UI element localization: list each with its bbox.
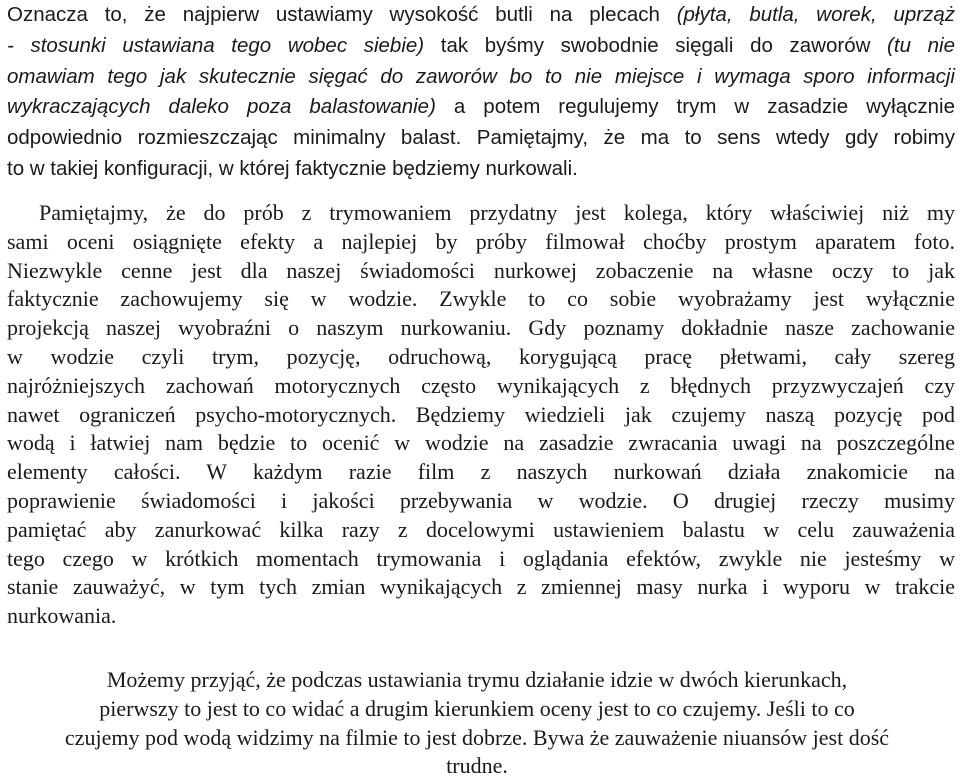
text-run: a potem regulujemy trym w zasadzie wyłącznie (435, 95, 955, 119)
paragraph-2-line: Niezwykle cenne jest dla naszej świadomości nurkowej zobaczenie na własne oczy to jak (7, 257, 955, 283)
paragraph-2-line: sami oceni osiągnięte efekty a najlepiej by próby filmował choćby prostym aparatem foto. (7, 228, 955, 254)
paragraph-2-line: nurkowania. (7, 603, 117, 629)
paragraph-3-line: czujemy pod wodą widzimy na filmie to jest dobrze. Bywa że zauważenie niuansów jest dość (64, 724, 890, 750)
italic-text-run: wykraczających daleko poza balastowanie) (7, 95, 436, 119)
paragraph-3-line: Możemy przyjąć, że podczas ustawiania trymu działanie idzie w dwóch kierunkach, (106, 667, 848, 692)
paragraph-1-line (7, 92, 955, 123)
paragraph-1-line (7, 154, 955, 185)
italic-text-run: (tu nie (887, 33, 955, 57)
paragraph-2-line: wodą i łatwiej nam będzie to ocenić w wodzie na zasadzie zwracania uwagi na poszczególne (7, 430, 955, 456)
text-run: odpowiednio rozmieszczając minimalny balast. (7, 126, 462, 150)
text-run: Pamiętajmy, że ma to sens wtedy gdy robimy (461, 126, 955, 150)
text-run: tak byśmy swobodnie sięgali do zaworów (424, 33, 888, 57)
paragraph-2-line: nawet ograniczeń psycho-motorycznych. Będziemy wiedzieli jak czujemy naszą pozycję pod (7, 401, 955, 427)
paragraph-2-line: stanie zauważyć, w tym tych zmian wynikających z zmiennej masy nurka i wyporu w trakcie (7, 574, 955, 600)
italic-text-run: - stosunki ustawiana tego wobec siebie) (7, 33, 425, 57)
paragraph-2-line: tego czego w krótkich momentach trymowania i oglądania efektów, zwykle nie jesteśmy w (7, 545, 955, 571)
text-run: to w takiej konfiguracji, w której faktycznie będziemy nurkowali. (7, 156, 578, 180)
paragraph-2-line: najróżniejszych zachowań motorycznych często wynikających z błędnych przyzwyczajeń czy (7, 372, 955, 398)
paragraph-2-line: projekcją naszej wyobraźni o naszym nurkowaniu. Gdy poznamy dokładnie nasze zachowanie (7, 315, 955, 341)
paragraph-2-line: pamiętać aby zanurkować kilka razy z docelowymi ustawieniem balastu w celu zauważenia (7, 516, 955, 542)
paragraph-1-line (7, 31, 955, 62)
paragraph-2-line: elementy całości. W każdym razie film z naszych nurkowań działa znakomicie na (7, 459, 955, 485)
paragraph-1-line (7, 0, 955, 31)
paragraph-1-line (7, 62, 955, 93)
paragraph-3 (7, 666, 947, 781)
paragraph-2-line: Pamiętajmy, że do prób z trymowaniem przydatny jest kolega, który właściwiej niż my (39, 200, 955, 225)
paragraph-1-line (7, 123, 955, 154)
paragraph-2-line: faktycznie zachowujemy się w wodzie. Zwykle to co sobie wyobrażamy jest wyłącznie (7, 286, 955, 312)
paragraph-3-line: pierwszy to jest to co widać a drugim kierunkiem oceny jest to co czujemy. Jeśli to co (99, 695, 855, 721)
paragraph-2 (7, 199, 955, 631)
paragraph-2-line: w wodzie czyli trym, pozycję, odruchową, korygującą pracę płetwami, cały szereg (7, 343, 955, 369)
italic-text-run: (płyta, butla, worek, uprząż (676, 3, 955, 26)
paragraph-1 (7, 0, 955, 185)
paragraph-2-line: poprawienie świadomości i jakości przebywania w wodzie. O drugiej rzeczy musimy (7, 487, 955, 513)
paragraph-3-line: trudne. (446, 753, 508, 779)
text-run: Oznacza to, że najpierw ustawiamy wysokość butli na plecach (7, 3, 677, 26)
italic-text-run: omawiam tego jak skutecznie sięgać do zaworów bo to nie miejsce i wymaga sporo informacji (7, 64, 955, 88)
